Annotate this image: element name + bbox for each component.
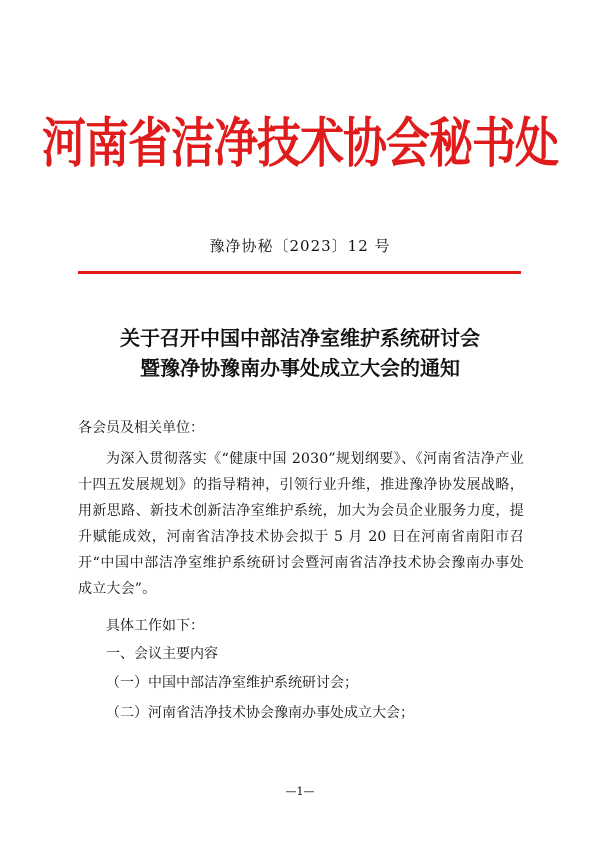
document-number: 豫净协秘〔2023〕12 号	[209, 237, 391, 255]
section-heading-1: 一、会议主要内容	[106, 646, 218, 662]
notice-title-line-2: 暨豫净协豫南办事处成立大会的通知	[140, 356, 460, 380]
work-intro: 具体工作如下：	[106, 618, 204, 634]
salutation: 各会员及相关单位：	[78, 420, 204, 436]
notice-title-line-1: 关于召开中国中部洁净室维护系统研讨会	[120, 326, 480, 350]
red-divider-line	[78, 271, 521, 274]
organization-header: 河南省洁净技术协会秘书处	[42, 112, 558, 176]
list-item: （二）河南省洁净技术协会豫南办事处成立大会；	[106, 705, 414, 721]
list-item: （一）中国中部洁净室维护系统研讨会；	[106, 675, 358, 691]
body-paragraph: 为深入贯彻落实《“健康中国 2030”规划纲要》、《河南省洁净产业十四五发展规划》的指导精神，引领行业升维，推进豫净协发展战略，用新思路、新技术创新洁净室维护系统，加大为会员企业服务力度，提升赋能成效，河南省洁净技术协会拟于 5 月 20 日在河南省南阳市召开“中国中部洁净室维护系统研讨会暨河南省洁净技术协会豫南办事处成立大会”。	[78, 451, 524, 597]
page-number: —1—	[285, 785, 315, 798]
